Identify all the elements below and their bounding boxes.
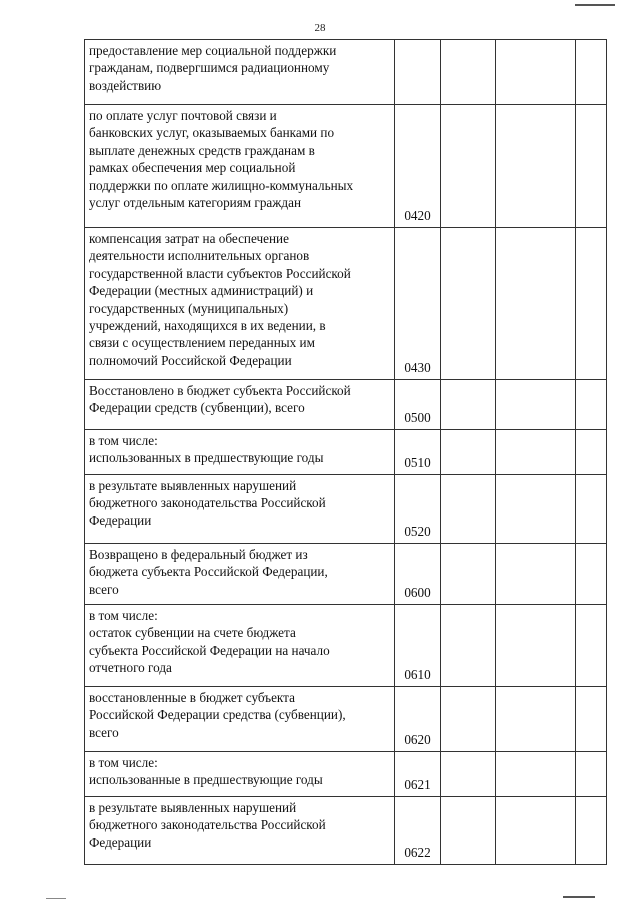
value-cell <box>496 605 576 687</box>
value-cell <box>441 228 496 380</box>
row-description: Возвращено в федеральный бюджет из бюджета субъекта Российской Федерации, всего <box>85 544 395 605</box>
row-code: 0420 <box>395 105 441 228</box>
table-row <box>85 544 607 605</box>
table-row <box>85 430 607 475</box>
row-code: 0610 <box>395 605 441 687</box>
value-cell <box>576 797 607 865</box>
table-row <box>85 380 607 430</box>
table-row <box>85 475 607 544</box>
row-code: 0500 <box>395 380 441 430</box>
value-cell <box>441 380 496 430</box>
value-cell <box>496 380 576 430</box>
value-cell <box>576 605 607 687</box>
value-cell <box>441 475 496 544</box>
value-cell <box>441 105 496 228</box>
value-cell <box>496 105 576 228</box>
table-row <box>85 228 607 380</box>
row-code: 0600 <box>395 544 441 605</box>
table-row <box>85 797 607 865</box>
row-code: 0430 <box>395 228 441 380</box>
row-description: в том числе: остаток субвенции на счете бюджета субъекта Российской Федерации на начало отчетного года <box>85 605 395 687</box>
value-cell <box>441 687 496 752</box>
table-row <box>85 752 607 797</box>
row-description: в результате выявленных нарушений бюджетного законодательства Российской Федерации <box>85 475 395 544</box>
row-description: восстановленные в бюджет субъекта Российской Федерации средства (субвенции), всего <box>85 687 395 752</box>
value-cell <box>576 752 607 797</box>
value-cell <box>496 228 576 380</box>
value-cell <box>496 40 576 105</box>
row-code: 0620 <box>395 687 441 752</box>
row-code: 0622 <box>395 797 441 865</box>
value-cell <box>576 544 607 605</box>
value-cell <box>496 475 576 544</box>
value-cell <box>496 544 576 605</box>
scan-edge-mark-top <box>575 4 615 6</box>
row-description: в результате выявленных нарушений бюджетного законодательства Российской Федерации <box>85 797 395 865</box>
value-cell <box>576 105 607 228</box>
value-cell <box>441 605 496 687</box>
value-cell <box>441 544 496 605</box>
row-description: Восстановлено в бюджет субъекта Российской Федерации средств (субвенции), всего <box>85 380 395 430</box>
scan-edge-mark-bottom-right <box>563 896 595 898</box>
table-row <box>85 40 607 105</box>
value-cell <box>496 430 576 475</box>
report-table <box>84 39 607 865</box>
row-code: 0510 <box>395 430 441 475</box>
value-cell <box>496 752 576 797</box>
row-code: 0520 <box>395 475 441 544</box>
value-cell <box>576 475 607 544</box>
row-description: предоставление мер социальной поддержки гражданам, подвергшимся радиационному воздействию <box>85 40 395 105</box>
value-cell <box>576 40 607 105</box>
table-row <box>85 687 607 752</box>
value-cell <box>441 752 496 797</box>
value-cell <box>496 687 576 752</box>
value-cell <box>441 430 496 475</box>
row-code <box>395 40 441 105</box>
value-cell <box>496 797 576 865</box>
value-cell <box>576 430 607 475</box>
value-cell <box>576 380 607 430</box>
value-cell <box>441 40 496 105</box>
row-code: 0621 <box>395 752 441 797</box>
page-number: 28 <box>314 22 326 34</box>
row-description: в том числе: использованные в предшествующие годы <box>85 752 395 797</box>
table-row <box>85 105 607 228</box>
row-description: компенсация затрат на обеспечение деятельности исполнительных органов государственной власти субъектов Российской Федерации (местных администраций) и государственных (муниципальных) учреждений, находящихся в их ведении, в связи с осуществлением переданных им полномочий Российской Федерации <box>85 228 395 380</box>
value-cell <box>441 797 496 865</box>
scan-edge-mark-bottom-left <box>46 898 66 899</box>
table-row <box>85 605 607 687</box>
row-description: в том числе: использованных в предшествующие годы <box>85 430 395 475</box>
value-cell <box>576 228 607 380</box>
value-cell <box>576 687 607 752</box>
row-description: по оплате услуг почтовой связи и банковских услуг, оказываемых банками по выплате денежных средств гражданам в рамках обеспечения мер социальной поддержки по оплате жилищно-коммунальных услуг отдельным категориям граждан <box>85 105 395 228</box>
